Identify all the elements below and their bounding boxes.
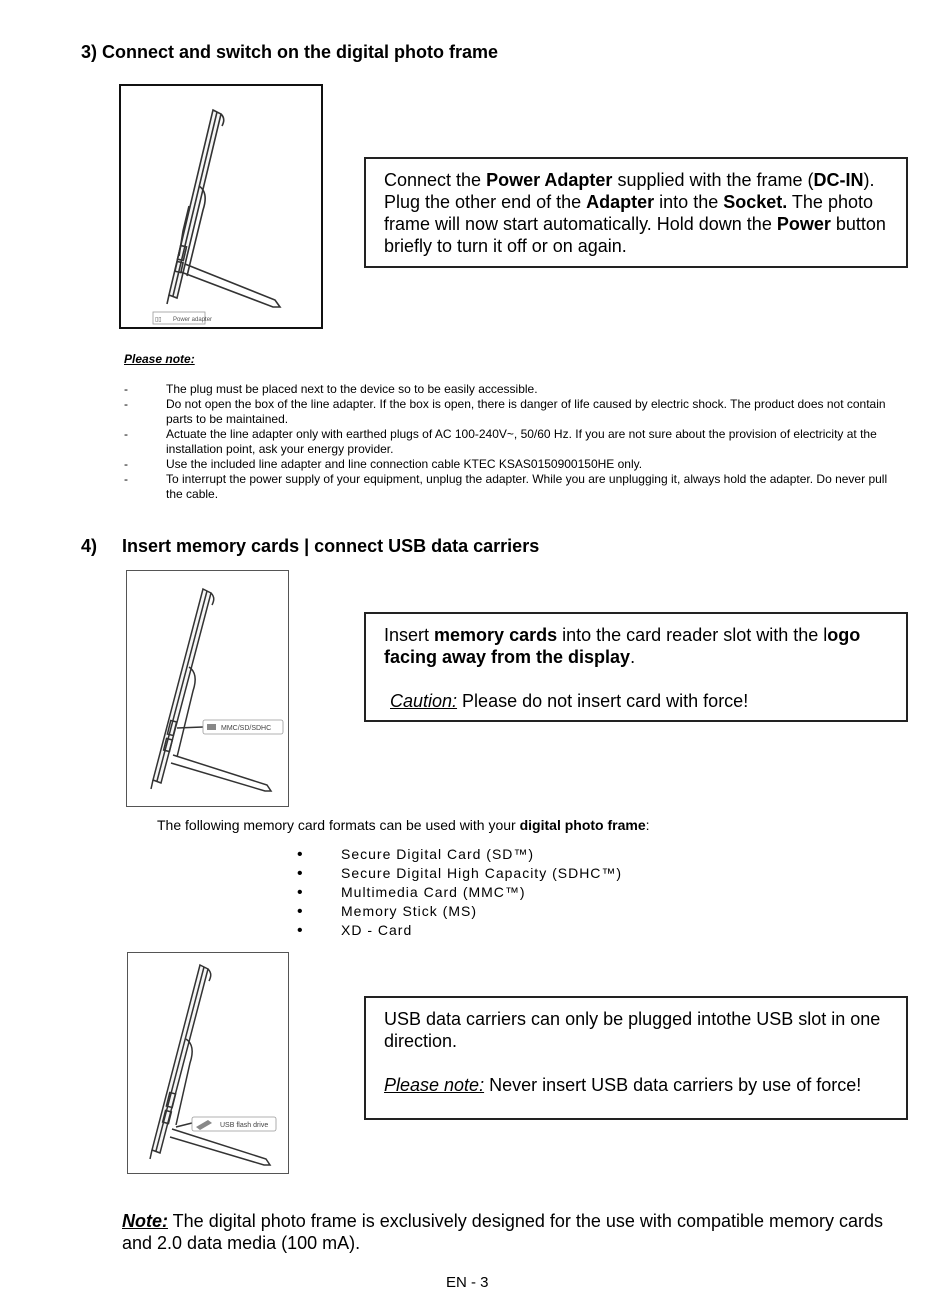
photo-frame-side-view-power bbox=[119, 84, 323, 329]
caution-label: Caution: bbox=[390, 691, 458, 711]
callout-text: button briefly to turn it off or on again. bbox=[384, 214, 886, 256]
callout-bold-socket: Socket. bbox=[723, 192, 788, 212]
photo-frame-illustration bbox=[127, 571, 288, 806]
callout-bold-power: Power bbox=[776, 214, 831, 234]
footer-note-label: Note: bbox=[122, 1211, 168, 1231]
callout-bold-power-adapter: Power Adapter bbox=[486, 170, 613, 190]
list-item-text: The plug must be placed next to the device so to be easily accessible. bbox=[166, 382, 538, 396]
list-item bbox=[297, 845, 717, 864]
formats-intro bbox=[157, 817, 650, 833]
callout-bold-logo: ogo facing away from the display bbox=[384, 625, 861, 667]
bullet: • bbox=[297, 903, 304, 920]
formats-intro-bold: digital photo frame bbox=[519, 817, 646, 833]
list-dash: - bbox=[124, 427, 128, 441]
usb-callout-text: USB data carriers can only be plugged intothe USB slot in one direction. bbox=[384, 1009, 881, 1051]
callout-text: ). Plug the other end of the bbox=[384, 170, 875, 212]
format-text: Multimedia Card (MMC™) bbox=[341, 884, 526, 900]
callout-text: . bbox=[630, 647, 636, 667]
list-item bbox=[124, 427, 900, 457]
memory-card-callout bbox=[364, 612, 908, 722]
list-item-text: Do not open the box of the line adapter. If the box is open, there is danger of life caused by electric shock. The product does not contain parts to be maintained. bbox=[166, 397, 886, 426]
bullet: • bbox=[297, 846, 304, 863]
section-4-number: 4) bbox=[81, 536, 98, 556]
formats-list bbox=[297, 845, 717, 940]
formats-intro-text: The following memory card formats can be used with your bbox=[157, 817, 520, 833]
list-item bbox=[124, 457, 900, 472]
callout-text: Insert bbox=[384, 625, 435, 645]
format-text: Memory Stick (MS) bbox=[341, 903, 477, 919]
list-dash: - bbox=[124, 382, 128, 396]
list-item-text: Actuate the line adapter only with earthed plugs of AC 100-240V~, 50/60 Hz. If you are not sure about the provision of electricity at the installation point, ask your energy provider. bbox=[166, 427, 877, 456]
list-item-text: To interrupt the power supply of your equipment, unplug the adapter. While you are unplugging it, always hold the adapter. Do never pull the cable. bbox=[166, 472, 888, 501]
usb-note-label: Please note: bbox=[384, 1075, 485, 1095]
list-item bbox=[297, 864, 717, 883]
callout-text: The photo frame will now start automatically. Hold down the bbox=[384, 192, 873, 234]
callout-text: Connect the bbox=[384, 170, 487, 190]
bullet: • bbox=[297, 865, 304, 882]
power-adapter-callout bbox=[364, 157, 908, 268]
list-item-text: Use the included line adapter and line connection cable KTEC KSAS0150900150HE only. bbox=[166, 457, 643, 471]
list-item bbox=[297, 921, 717, 940]
callout-text: into the bbox=[654, 192, 724, 212]
list-item bbox=[124, 382, 900, 397]
list-item bbox=[297, 902, 717, 921]
photo-frame-illustration bbox=[121, 86, 321, 327]
photo-frame-illustration bbox=[128, 953, 288, 1173]
footer-note bbox=[122, 1210, 912, 1254]
format-text: Secure Digital High Capacity (SDHC™) bbox=[341, 865, 623, 881]
formats-intro-end: : bbox=[645, 817, 650, 833]
list-item bbox=[124, 472, 900, 502]
list-item bbox=[124, 397, 900, 427]
usb-flash-drive-label: USB flash drive bbox=[220, 1122, 269, 1129]
section-3-heading: 3) Connect and switch on the digital photo frame bbox=[81, 42, 499, 62]
please-note-title: Please note: bbox=[124, 352, 195, 366]
bullet: • bbox=[297, 884, 304, 901]
bullet: • bbox=[297, 922, 304, 939]
photo-frame-side-view-memory-card bbox=[126, 570, 289, 807]
format-text: XD - Card bbox=[341, 922, 413, 938]
callout-text: into the card reader slot with the l bbox=[557, 625, 828, 645]
memory-card-label: MMC/SD/SDHC bbox=[221, 725, 272, 732]
caution-text: Please do not insert card with force! bbox=[457, 691, 749, 711]
usb-callout bbox=[364, 996, 908, 1120]
photo-frame-side-view-usb bbox=[127, 952, 289, 1174]
callout-text: supplied with the frame ( bbox=[612, 170, 814, 190]
footer-note-text: The digital photo frame is exclusively designed for the use with compatible memory cards and 2.0 data media (100 mA). bbox=[122, 1211, 884, 1253]
please-note-list bbox=[124, 382, 900, 502]
list-dash: - bbox=[124, 397, 128, 411]
format-text: Secure Digital Card (SD™) bbox=[341, 846, 535, 862]
section-4-heading: Insert memory cards | connect USB data carriers bbox=[122, 536, 540, 556]
power-adapter-label: Power adapter bbox=[173, 317, 213, 323]
callout-bold-dc-in: DC-IN bbox=[813, 170, 864, 190]
callout-bold-memory-cards: memory cards bbox=[434, 625, 558, 645]
page-number: EN - 3 bbox=[446, 1274, 489, 1291]
list-item bbox=[297, 883, 717, 902]
list-dash: - bbox=[124, 457, 128, 471]
svg-text:▯▯: ▯▯ bbox=[155, 317, 162, 323]
usb-note-text: Never insert USB data carriers by use of force! bbox=[484, 1075, 862, 1095]
list-dash: - bbox=[124, 472, 128, 486]
callout-bold-adapter: Adapter bbox=[586, 192, 655, 212]
